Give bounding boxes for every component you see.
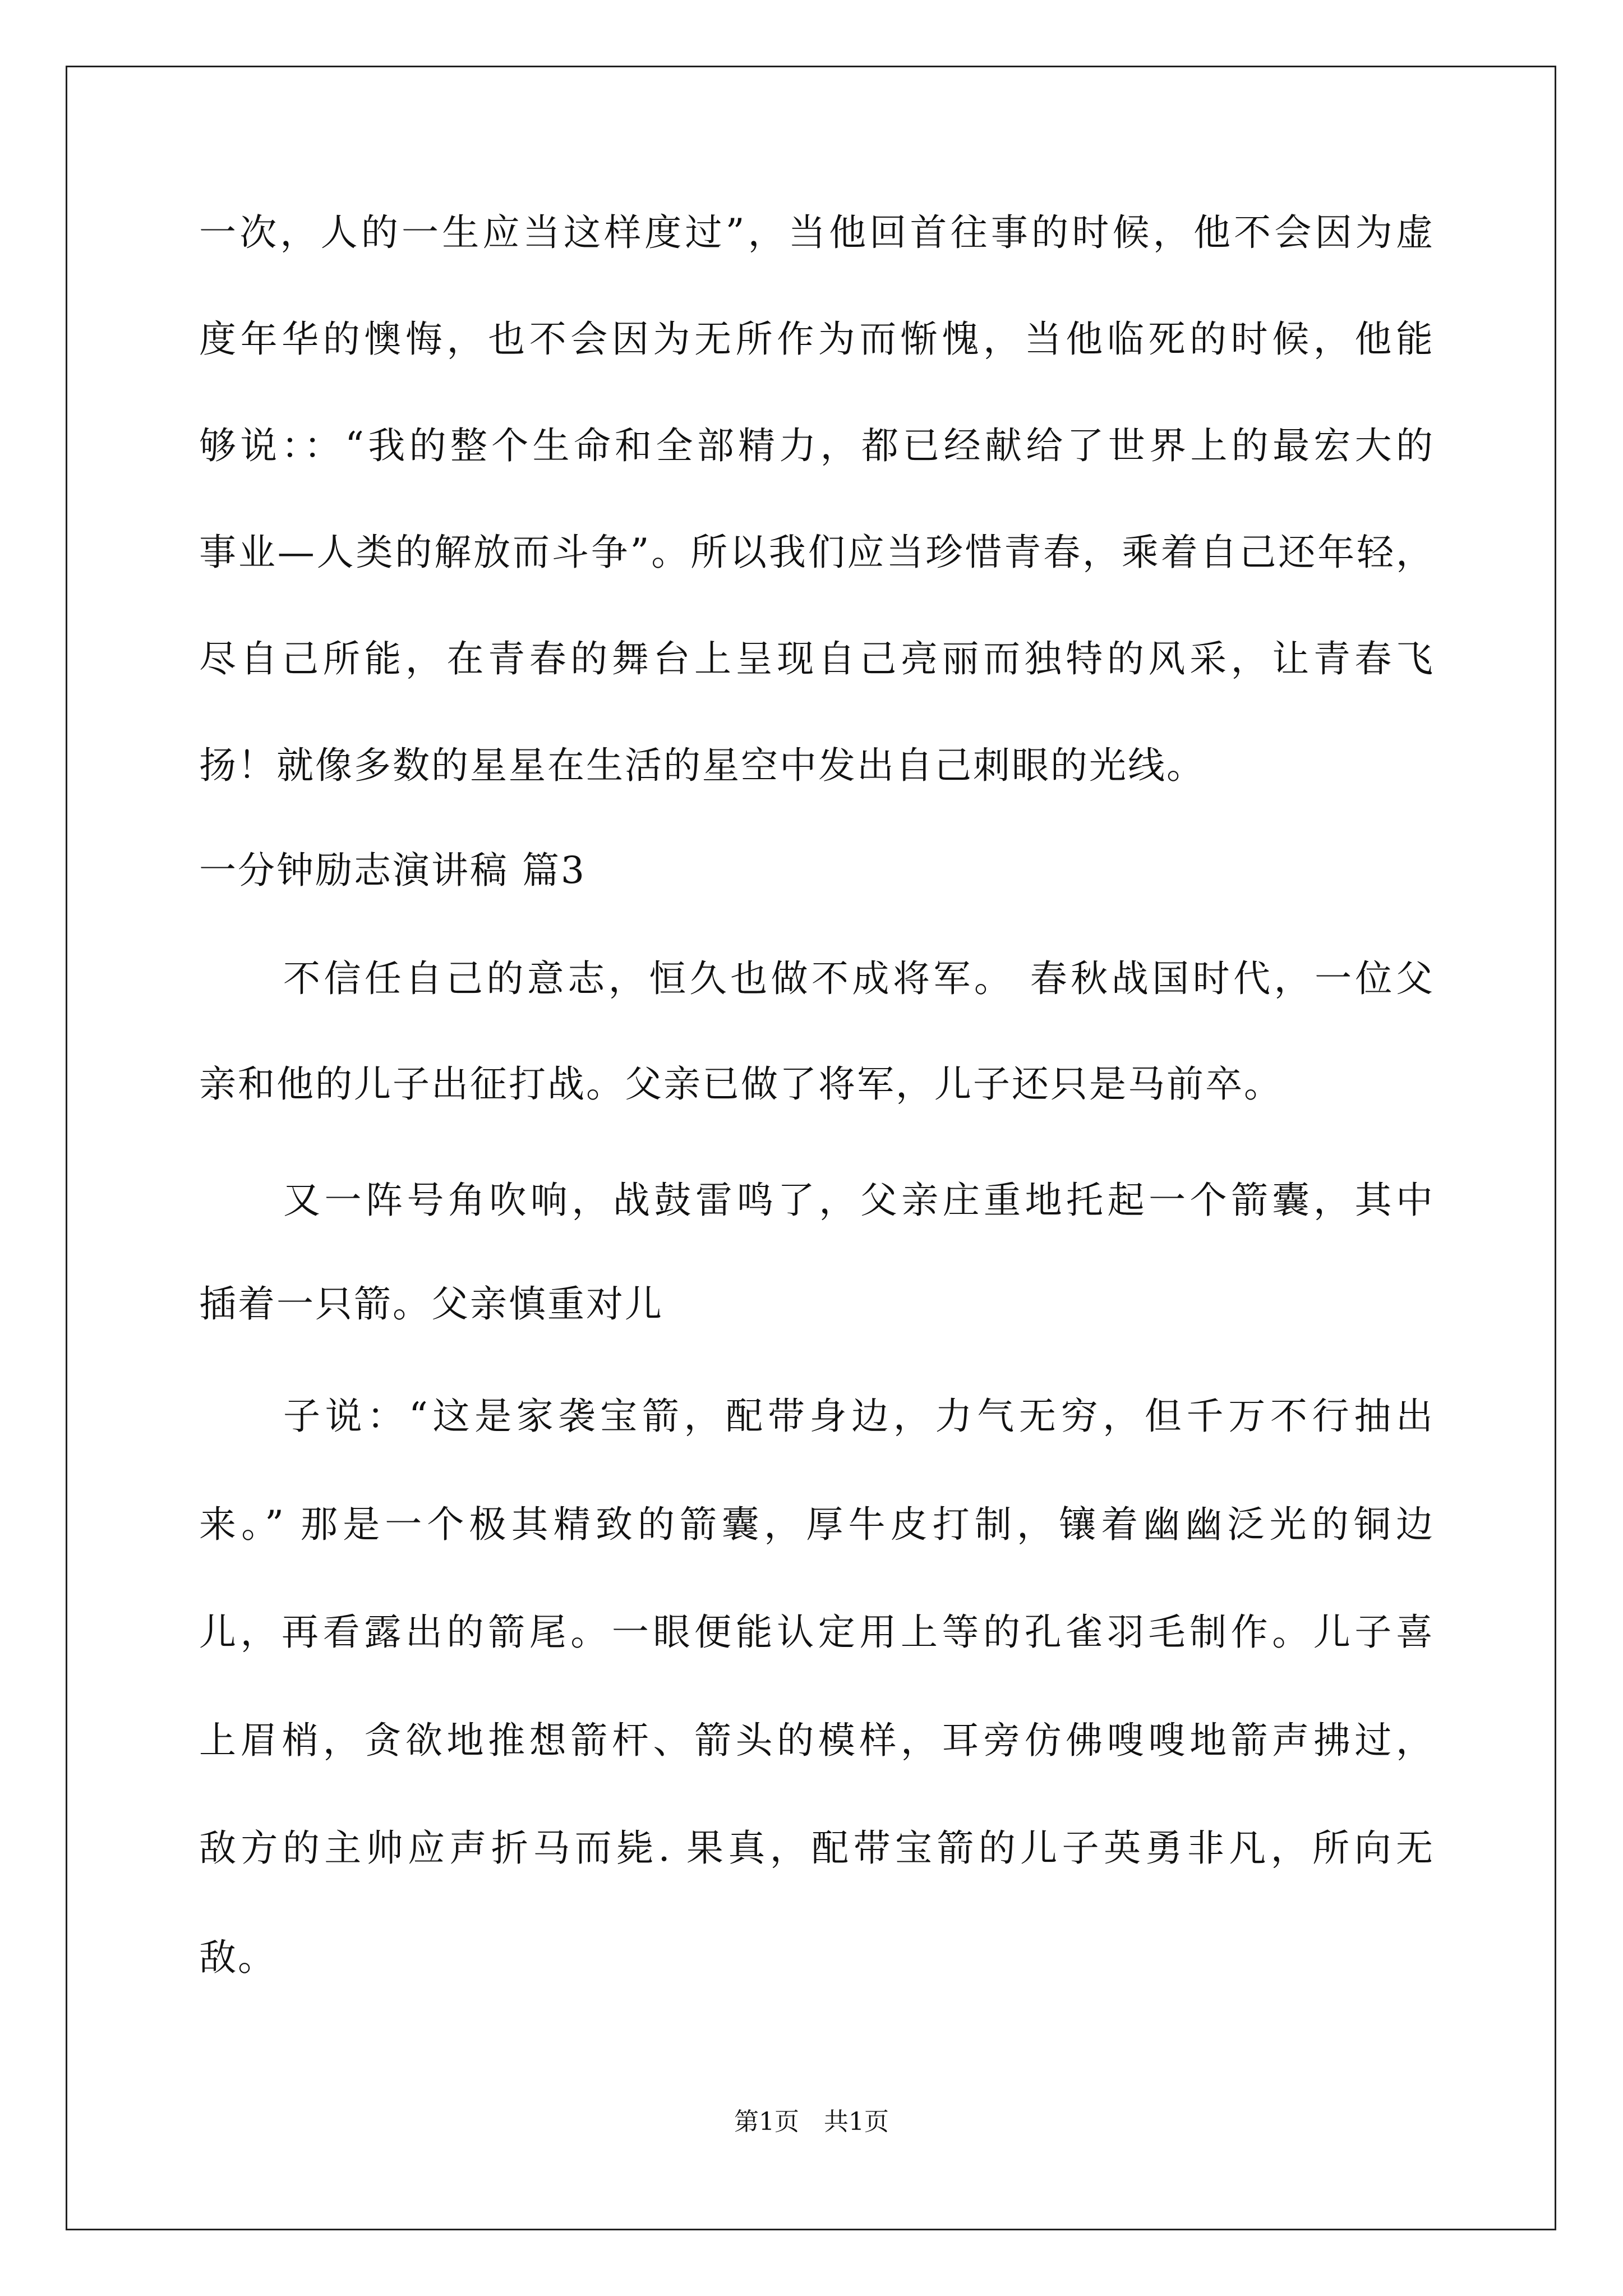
- paragraph-line: 儿，再看露出的箭尾。一眼便能认定用上等的孔雀羽毛制作。儿子喜: [199, 1611, 1433, 1654]
- text-line: 事业—人类的解放而斗争”。所以我们应当珍惜青春，乘着自己还年轻，: [199, 531, 1433, 574]
- paragraph-line: 来。” 那是一个极其精致的箭囊，厚牛皮打制，镶着幽幽泛光的铜边: [199, 1503, 1433, 1546]
- paragraph-line: 子说：“这是家袭宝箭，配带身边，力气无穷，但千万不行抽出: [283, 1395, 1433, 1438]
- paragraph-line: 敌。: [199, 1936, 276, 1979]
- paragraph-line: 又一阵号角吹响，战鼓雷鸣了，父亲庄重地托起一个箭囊，其中: [283, 1179, 1433, 1222]
- page-border: [66, 66, 1556, 2230]
- text-line: 度年华的懊悔，也不会因为无所作为而惭愧，当他临死的时候，他能: [199, 318, 1433, 361]
- text-line: 一次，人的一生应当这样度过”，当他回首往事的时候，他不会因为虚: [199, 211, 1433, 254]
- section-heading: 一分钟励志演讲稿 篇3: [199, 849, 586, 892]
- paragraph-line: 敌方的主帅应声折马而毙. 果真，配带宝箭的儿子英勇非凡，所向无: [199, 1826, 1433, 1870]
- page-footer: 第1页 共1页: [734, 2108, 889, 2136]
- paragraph-line: 插着一只箭。父亲慎重对儿: [199, 1282, 663, 1326]
- text-line: 够说：：“我的整个生命和全部精力，都已经献给了世界上的最宏大的: [199, 424, 1433, 467]
- paragraph-line: 上眉梢，贪欲地推想箭杆、箭头的模样，耳旁仿佛嗖嗖地箭声拂过，: [199, 1719, 1433, 1762]
- paragraph-line: 亲和他的儿子出征打战。父亲已做了将军，儿子还只是马前卒。: [199, 1062, 1283, 1106]
- text-line: 扬！就像多数的星星在生活的星空中发出自己刺眼的光线。: [199, 744, 1205, 787]
- text-line: 尽自己所能，在青春的舞台上呈现自己亮丽而独特的风采，让青春飞: [199, 637, 1433, 680]
- paragraph-line: 不信任自己的意志，恒久也做不成将军。 春秋战国时代，一位父: [283, 957, 1433, 1000]
